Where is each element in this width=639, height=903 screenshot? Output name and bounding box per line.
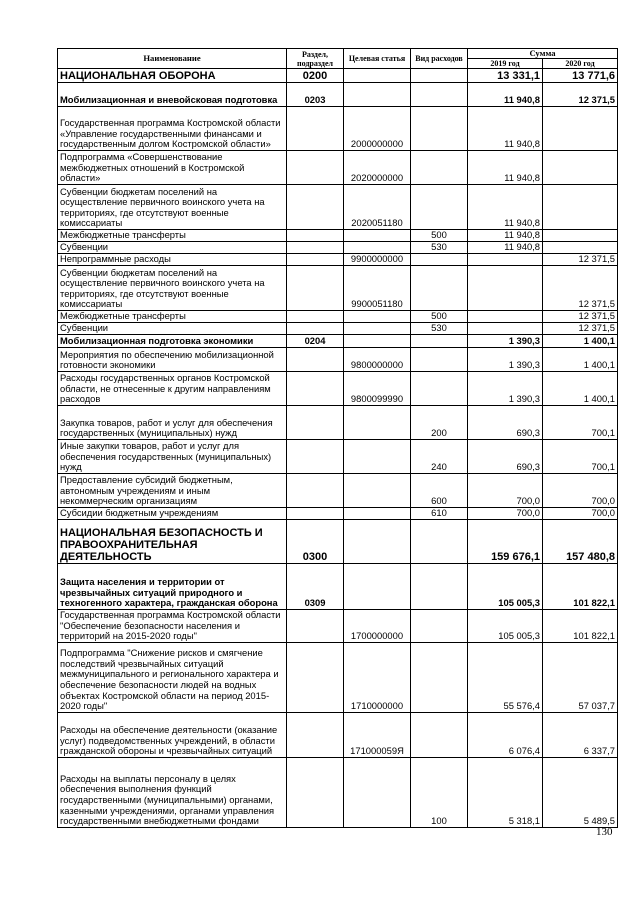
- row-2020-value-cell: 13 771,6: [543, 69, 618, 83]
- row-name-cell: Расходы на обеспечение деятельности (оказание услуг) подведомственных учреждений, в области гражданской обороны и чрезвычайных ситуаций: [58, 712, 287, 757]
- row-2020-value-cell: 1 400,1: [543, 348, 618, 372]
- row-name-cell: Иные закупки товаров, работ и услуг для обеспечения государственных (муниципальных) нужд: [58, 440, 287, 474]
- row-type-cell: [411, 69, 468, 83]
- row-section-cell: 0309: [287, 564, 344, 610]
- header-target: Целевая статья: [344, 49, 411, 69]
- row-name-cell: Государственная программа Костромской области "Обеспечение безопасности населения и территорий на 2015-2020 годы": [58, 610, 287, 643]
- row-2020-value-cell: [543, 185, 618, 230]
- table-row: [58, 230, 618, 242]
- table-row: [58, 520, 618, 564]
- table-row: [58, 335, 618, 348]
- row-2020-value-cell: 12 371,5: [543, 323, 618, 335]
- row-2020-value-cell: 12 371,5: [543, 311, 618, 323]
- budget-table: [57, 48, 618, 828]
- table-row: [58, 474, 618, 508]
- row-section-cell: [287, 230, 344, 242]
- row-2019-value-cell: 11 940,8: [468, 185, 543, 230]
- row-2019-value-cell: 13 331,1: [468, 69, 543, 83]
- table-row: [58, 757, 618, 827]
- header-name: Наименование: [58, 49, 287, 69]
- row-name-cell: Субвенции: [58, 323, 287, 335]
- row-2020-value-cell: [543, 230, 618, 242]
- row-section-cell: 0203: [287, 83, 344, 107]
- row-section-cell: [287, 242, 344, 254]
- row-type-cell: [411, 348, 468, 372]
- row-2020-value-cell: 1 400,1: [543, 372, 618, 406]
- row-section-cell: 0200: [287, 69, 344, 83]
- row-type-cell: 600: [411, 474, 468, 508]
- row-2019-value-cell: [468, 254, 543, 266]
- row-target-cell: [344, 311, 411, 323]
- table-row: [58, 712, 618, 757]
- row-target-cell: [344, 520, 411, 564]
- header-section: Раздел, подраздел: [287, 49, 344, 69]
- row-section-cell: [287, 254, 344, 266]
- row-target-cell: [344, 83, 411, 107]
- row-name-cell: Мероприятия по обеспечению мобилизационной готовности экономики: [58, 348, 287, 372]
- row-type-cell: 530: [411, 323, 468, 335]
- row-2019-value-cell: 11 940,8: [468, 151, 543, 185]
- row-name-cell: Субсидии бюджетным учреждениям: [58, 508, 287, 520]
- row-target-cell: 171000059Я: [344, 712, 411, 757]
- row-section-cell: 0300: [287, 520, 344, 564]
- row-2020-value-cell: 700,0: [543, 508, 618, 520]
- row-name-cell: Защита населения и территории от чрезвычайных ситуаций природного и техногенного характера, гражданская оборона: [58, 564, 287, 610]
- header-year-2019: 2019 год: [468, 59, 543, 69]
- row-section-cell: 0204: [287, 335, 344, 348]
- row-type-cell: 200: [411, 406, 468, 440]
- table-row: [58, 242, 618, 254]
- row-name-cell: Закупка товаров, работ и услуг для обеспечения государственных (муниципальных) нужд: [58, 406, 287, 440]
- table-row: [58, 323, 618, 335]
- row-section-cell: [287, 406, 344, 440]
- row-2020-value-cell: 57 037,7: [543, 642, 618, 712]
- row-section-cell: [287, 107, 344, 151]
- row-type-cell: [411, 266, 468, 311]
- row-type-cell: 500: [411, 311, 468, 323]
- row-2019-value-cell: 690,3: [468, 440, 543, 474]
- row-target-cell: [344, 335, 411, 348]
- row-section-cell: [287, 151, 344, 185]
- table-row: [58, 185, 618, 230]
- row-2019-value-cell: 690,3: [468, 406, 543, 440]
- table-row: [58, 440, 618, 474]
- page-number: 130: [596, 826, 613, 838]
- row-2019-value-cell: 700,0: [468, 508, 543, 520]
- row-target-cell: [344, 230, 411, 242]
- table-row: [58, 107, 618, 151]
- row-target-cell: [344, 323, 411, 335]
- table-header: [58, 49, 618, 69]
- row-name-cell: Расходы на выплаты персоналу в целях обеспечения выполнения функций государственными (муниципальными) органами, казенными учреждениями, органами управления государственными внебюджетными фондами: [58, 757, 287, 827]
- row-2020-value-cell: [543, 107, 618, 151]
- row-2019-value-cell: [468, 311, 543, 323]
- table-row: [58, 372, 618, 406]
- row-target-cell: [344, 757, 411, 827]
- table-row: [58, 564, 618, 610]
- row-2020-value-cell: 12 371,5: [543, 254, 618, 266]
- row-section-cell: [287, 348, 344, 372]
- row-type-cell: [411, 564, 468, 610]
- row-section-cell: [287, 440, 344, 474]
- row-2019-value-cell: 1 390,3: [468, 348, 543, 372]
- row-type-cell: [411, 372, 468, 406]
- row-target-cell: 1700000000: [344, 610, 411, 643]
- row-name-cell: Межбюджетные трансферты: [58, 230, 287, 242]
- row-2020-value-cell: 1 400,1: [543, 335, 618, 348]
- row-name-cell: Субвенции бюджетам поселений на осуществление первичного воинского учета на территориях, где отсутствуют военные комиссариаты: [58, 185, 287, 230]
- table-row: [58, 508, 618, 520]
- row-target-cell: 2020051180: [344, 185, 411, 230]
- row-target-cell: 9800000000: [344, 348, 411, 372]
- row-name-cell: Мобилизационная подготовка экономики: [58, 335, 287, 348]
- row-target-cell: [344, 406, 411, 440]
- row-name-cell: НАЦИОНАЛЬНАЯ БЕЗОПАСНОСТЬ И ПРАВООХРАНИТЕЛЬНАЯ ДЕЯТЕЛЬНОСТЬ: [58, 520, 287, 564]
- row-2019-value-cell: 11 940,8: [468, 83, 543, 107]
- table-row: [58, 83, 618, 107]
- row-2020-value-cell: 700,1: [543, 406, 618, 440]
- row-target-cell: 2000000000: [344, 107, 411, 151]
- table-row: [58, 642, 618, 712]
- row-2020-value-cell: 101 822,1: [543, 610, 618, 643]
- row-type-cell: [411, 712, 468, 757]
- row-name-cell: Субвенции бюджетам поселений на осуществление первичного воинского учета на территориях, где отсутствуют военные комиссариаты: [58, 266, 287, 311]
- table-row: [58, 406, 618, 440]
- row-name-cell: Межбюджетные трансферты: [58, 311, 287, 323]
- row-name-cell: Предоставление субсидий бюджетным, автономным учреждениям и иным некоммерческим организациям: [58, 474, 287, 508]
- row-type-cell: 240: [411, 440, 468, 474]
- row-2019-value-cell: [468, 266, 543, 311]
- row-type-cell: 500: [411, 230, 468, 242]
- table-row: [58, 348, 618, 372]
- row-2020-value-cell: 700,1: [543, 440, 618, 474]
- row-type-cell: [411, 610, 468, 643]
- row-2020-value-cell: [543, 151, 618, 185]
- row-type-cell: 100: [411, 757, 468, 827]
- row-section-cell: [287, 185, 344, 230]
- row-type-cell: [411, 185, 468, 230]
- row-section-cell: [287, 712, 344, 757]
- row-type-cell: [411, 151, 468, 185]
- row-type-cell: [411, 254, 468, 266]
- row-2020-value-cell: 101 822,1: [543, 564, 618, 610]
- row-name-cell: НАЦИОНАЛЬНАЯ ОБОРОНА: [58, 69, 287, 83]
- row-2019-value-cell: 11 940,8: [468, 107, 543, 151]
- header-type: Вид расходов: [411, 49, 468, 69]
- row-section-cell: [287, 266, 344, 311]
- table-row: [58, 151, 618, 185]
- header-sum: Сумма: [468, 49, 618, 59]
- row-2019-value-cell: 159 676,1: [468, 520, 543, 564]
- row-name-cell: Подпрограмма «Совершенствование межбюджетных отношений в Костромской области»: [58, 151, 287, 185]
- header-year-2020: 2020 год: [543, 59, 618, 69]
- row-type-cell: [411, 83, 468, 107]
- row-2019-value-cell: 700,0: [468, 474, 543, 508]
- row-type-cell: 530: [411, 242, 468, 254]
- row-type-cell: 610: [411, 508, 468, 520]
- row-target-cell: 9900000000: [344, 254, 411, 266]
- row-2020-value-cell: 12 371,5: [543, 83, 618, 107]
- table-body: [58, 69, 618, 828]
- row-target-cell: [344, 440, 411, 474]
- row-2020-value-cell: 12 371,5: [543, 266, 618, 311]
- row-target-cell: [344, 242, 411, 254]
- row-type-cell: [411, 335, 468, 348]
- row-section-cell: [287, 372, 344, 406]
- row-2019-value-cell: 1 390,3: [468, 335, 543, 348]
- row-name-cell: Подпрограмма "Снижение рисков и смягчение последствий чрезвычайных ситуаций межмуниципального и регионального характера и обеспечение безопасности людей на водных объектах Костромской области на период 2015-2020 годы": [58, 642, 287, 712]
- row-target-cell: [344, 69, 411, 83]
- row-2019-value-cell: 1 390,3: [468, 372, 543, 406]
- row-2020-value-cell: 6 337,7: [543, 712, 618, 757]
- row-section-cell: [287, 323, 344, 335]
- table-row: [58, 311, 618, 323]
- row-target-cell: [344, 474, 411, 508]
- row-target-cell: 1710000000: [344, 642, 411, 712]
- row-target-cell: [344, 564, 411, 610]
- row-section-cell: [287, 508, 344, 520]
- row-2019-value-cell: 105 005,3: [468, 610, 543, 643]
- row-section-cell: [287, 474, 344, 508]
- row-2020-value-cell: 5 489,5: [543, 757, 618, 827]
- row-section-cell: [287, 311, 344, 323]
- row-type-cell: [411, 520, 468, 564]
- row-target-cell: 2020000000: [344, 151, 411, 185]
- row-section-cell: [287, 757, 344, 827]
- row-name-cell: Расходы государственных органов Костромской области, не отнесенные к другим направлениям расходов: [58, 372, 287, 406]
- row-target-cell: 9900051180: [344, 266, 411, 311]
- row-type-cell: [411, 107, 468, 151]
- row-2019-value-cell: 11 940,8: [468, 230, 543, 242]
- row-name-cell: Субвенции: [58, 242, 287, 254]
- row-2020-value-cell: [543, 242, 618, 254]
- row-target-cell: [344, 508, 411, 520]
- row-2019-value-cell: 5 318,1: [468, 757, 543, 827]
- row-2019-value-cell: 105 005,3: [468, 564, 543, 610]
- row-section-cell: [287, 610, 344, 643]
- row-type-cell: [411, 642, 468, 712]
- row-name-cell: Непрограммные расходы: [58, 254, 287, 266]
- row-2019-value-cell: [468, 323, 543, 335]
- row-target-cell: 9800099990: [344, 372, 411, 406]
- row-2019-value-cell: 11 940,8: [468, 242, 543, 254]
- row-name-cell: Мобилизационная и вневойсковая подготовка: [58, 83, 287, 107]
- table-row: [58, 266, 618, 311]
- row-2020-value-cell: 157 480,8: [543, 520, 618, 564]
- table-row: [58, 69, 618, 83]
- row-2019-value-cell: 55 576,4: [468, 642, 543, 712]
- row-2019-value-cell: 6 076,4: [468, 712, 543, 757]
- row-section-cell: [287, 642, 344, 712]
- row-2020-value-cell: 700,0: [543, 474, 618, 508]
- row-name-cell: Государственная программа Костромской области «Управление государственными финансами и государственным долгом Костромской области»: [58, 107, 287, 151]
- table-row: [58, 610, 618, 643]
- table-row: [58, 254, 618, 266]
